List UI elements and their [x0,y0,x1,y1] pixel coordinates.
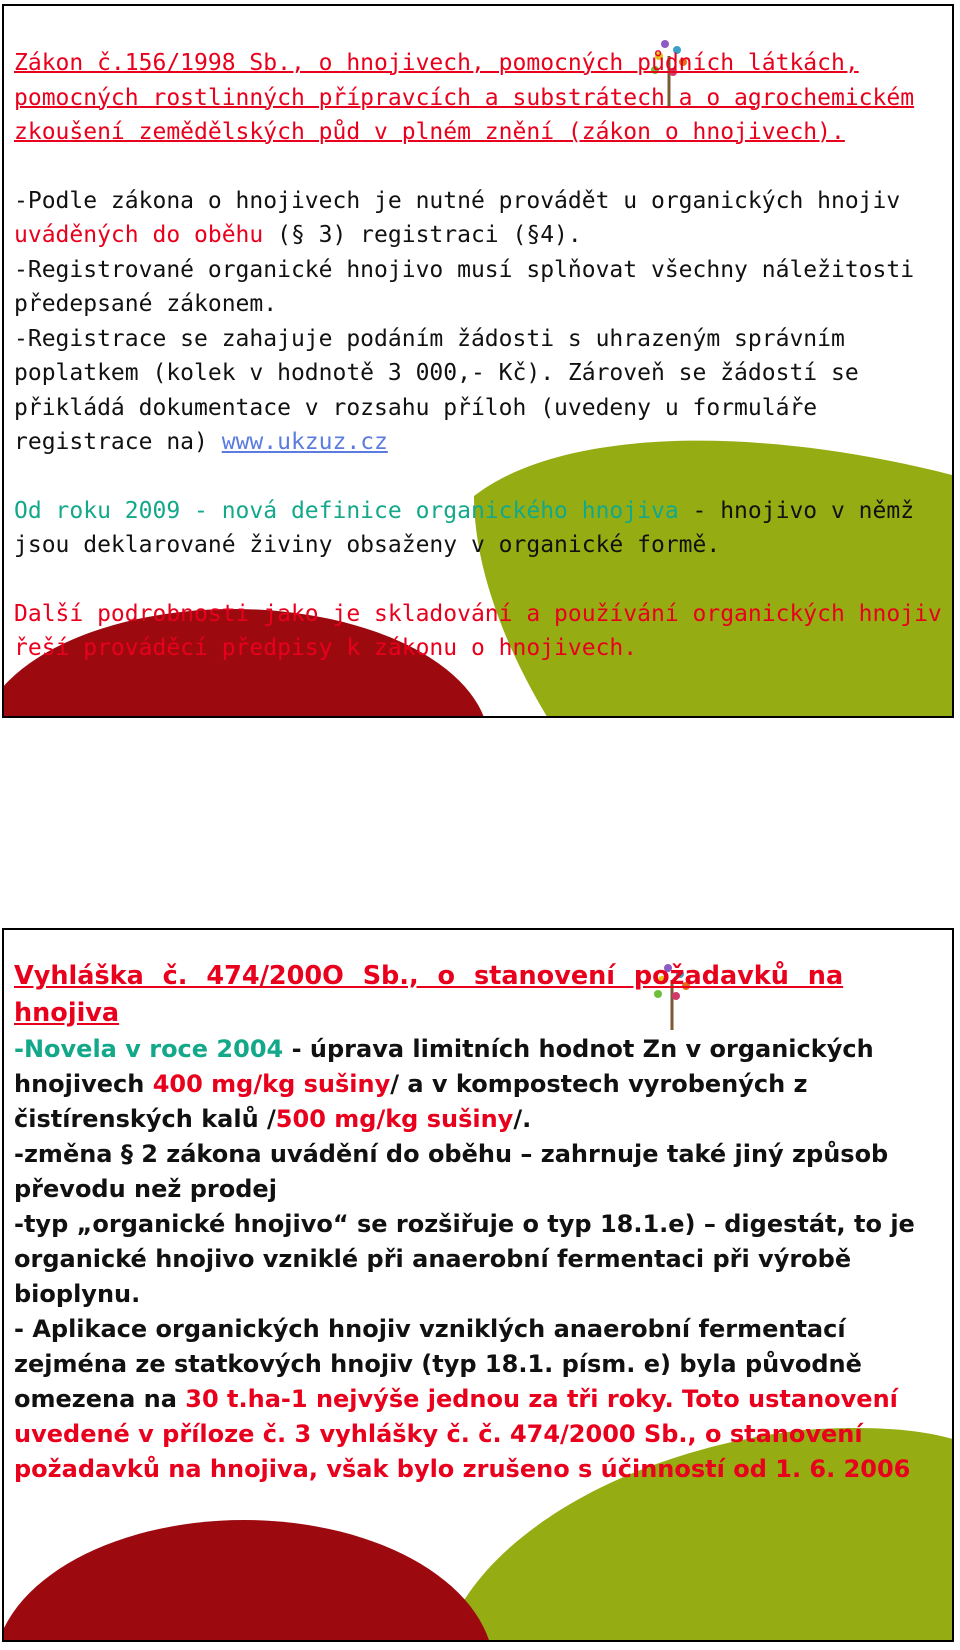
paragraph-application-limit: - Aplikace organických hnojiv vzniklých anaerobní fermentací zejména ze statkových hnojiv (typ 18.1. písm. e) byla původně omezena na 30 t.ha-1 nejvýše jednou za tři roky. Toto ustanovení uvedené v příloze č. 3 vyhlášky č. č. 474/2000 Sb., o stanovení požadavků na hnojiva, však bylo zrušeno s účinností od 1. 6. 2006 [14,1315,911,1483]
paragraph-change: -změna § 2 zákona uvádění do oběhu – zahrnuje také jiný způsob převodu než prodej [14,1140,889,1203]
slide-1 [2,4,954,718]
paragraph-further-details: Další podrobnosti jako je skladování a používání organických hnojiv řeší prováděcí předpisy k zákonu o hnojivech. [14,600,942,661]
paragraph-definition: Od roku 2009 - nová definice organického hnojiva - hnojivo v němž jsou deklarované živiny obsaženy v organické formě. [14,497,915,558]
paragraph-registration: -Podle zákona o hnojivech je nutné provádět u organických hnojiv uváděných do oběhu (§ 3) registraci (§4). [14,187,901,248]
paragraph-digestate: -typ „organické hnojivo“ se rozšiřuje o typ 18.1.e) – digestát, to je organické hnojivo vzniklé při anaerobní fermentaci při výrobě bioplynu. [14,1210,915,1308]
law-title: Zákon č.156/1998 Sb., o hnojivech, pomocných půdních látkách, pomocných rostlinných přípravcích a substrátech a o agrochemickém zkoušení zemědělských půd v plném znění (zákon o hnojivech). [14,50,915,145]
paragraph-amendment: -Novela v roce 2004 - úprava limitních hodnot Zn v organických hnojivech 400 mg/kg sušiny/ a v kompostech vyrobených z čistírenských kalů /500 mg/kg sušiny/. [14,1035,874,1133]
decree-title: Vyhláška č. 474/200O Sb., o stanovení požadavků na hnojiva [14,961,844,1028]
paragraph-requirements: -Registrované organické hnojivo musí splňovat všechny náležitosti předepsané zákonem. [14,256,915,317]
paragraph-application: -Registrace se zahajuje podáním žádosti s uhrazeným správním poplatkem (kolek v hodnotě 3 000,- Kč). Zároveň se žádostí se přikládá dokumentace v rozsahu příloh (uvedeny u formuláře registrace na) www.ukzuz.cz [14,325,859,455]
slide-2 [2,928,954,1642]
ukzuz-link[interactable]: www.ukzuz.cz [221,429,388,455]
maroon-dome-shape [4,1520,494,1642]
